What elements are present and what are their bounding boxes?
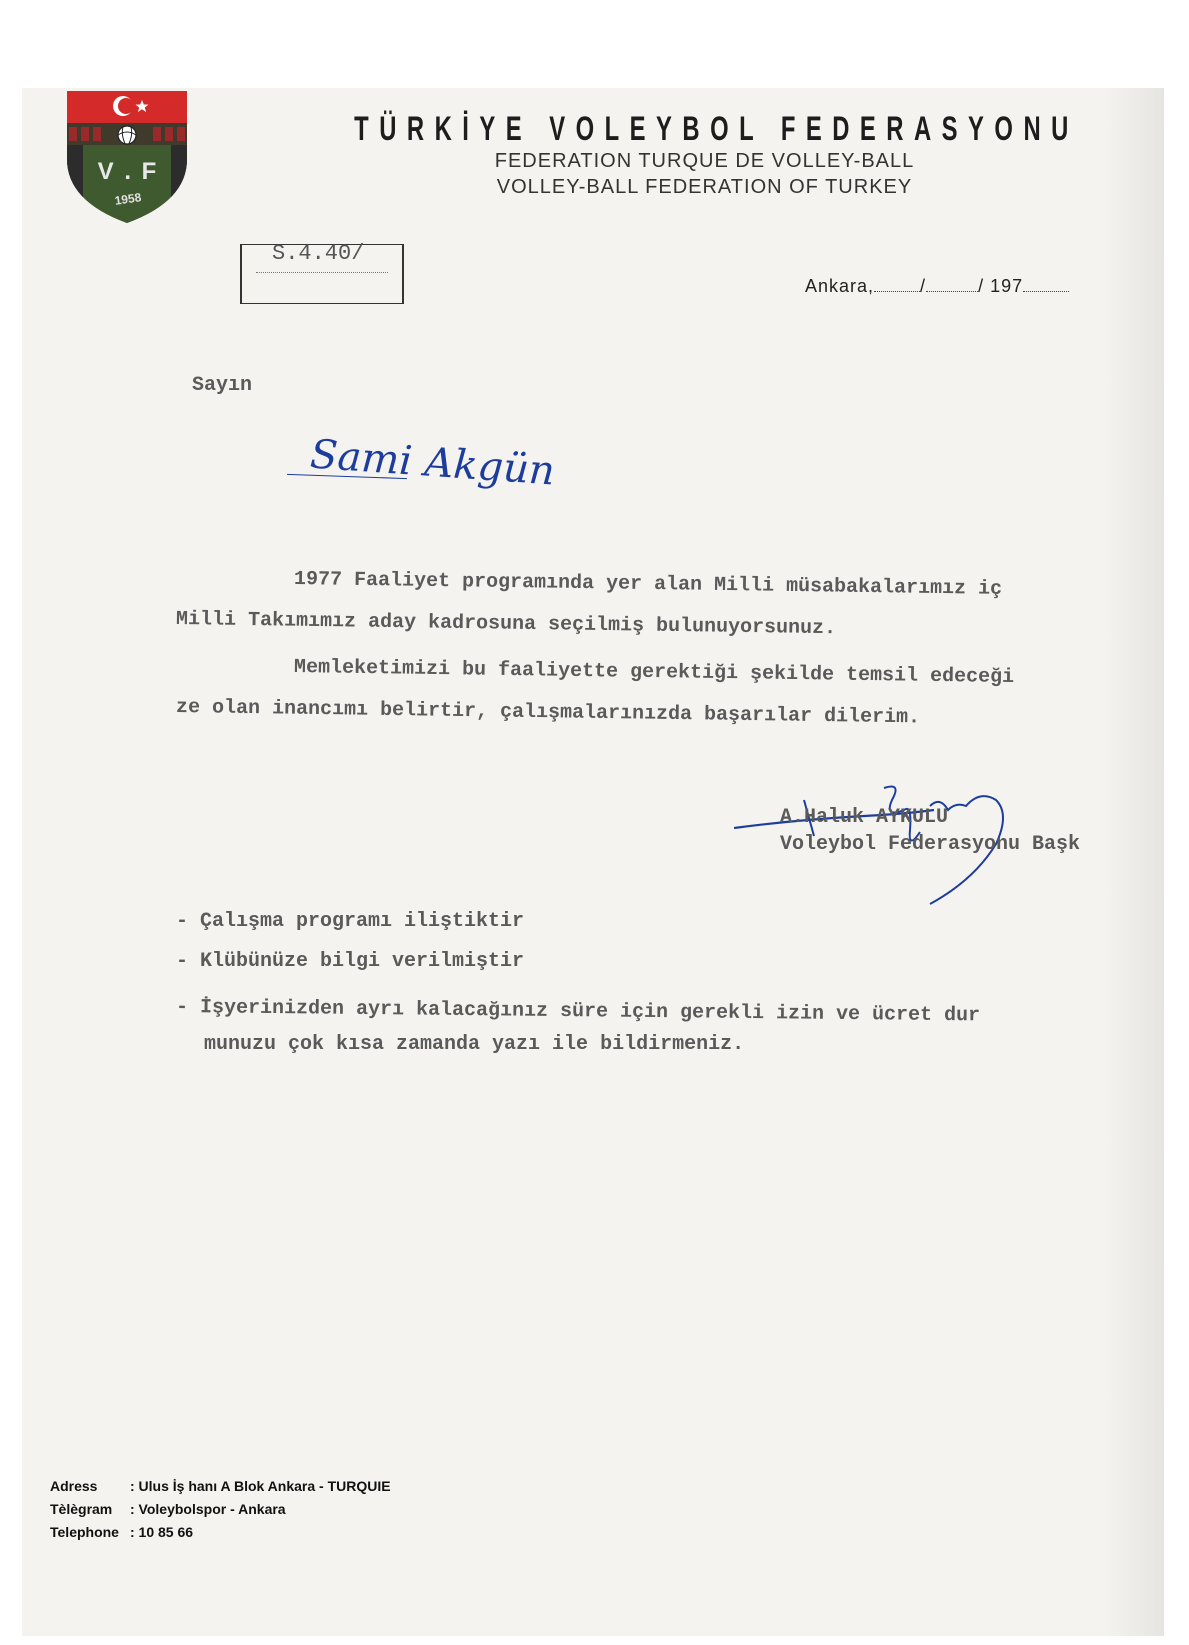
federation-title: TÜRKİYE VOLEYBOL FEDERASYONU (354, 110, 1079, 148)
note-item: - Klübünüze bilgi verilmiştir (176, 950, 525, 973)
crest-year: 1958 (113, 190, 143, 208)
body-line-1: 1977 Faaliyet programında yer alan Milli müsabakalarımız iç (293, 568, 1003, 601)
footer-telegram-label: Tèlègram (50, 1501, 113, 1517)
footer-address-value: : Ulus İş hanı A Blok Ankara - TURQUIE (130, 1478, 391, 1494)
federation-subtitle-fr: FEDERATION TURQUE DE VOLLEY-BALL (494, 150, 915, 172)
signatory-name: A.Haluk AYKULU (780, 806, 949, 829)
date-place: Ankara, (805, 276, 875, 296)
footer-telephone-value: : 10 85 66 (130, 1524, 194, 1540)
signatory-title: Voleybol Federasyonu Başk (780, 833, 1081, 856)
letter-page (22, 88, 1164, 1636)
federation-subtitle-en: VOLLEY-BALL FEDERATION OF TURKEY (496, 176, 913, 198)
salutation: Sayın (192, 374, 253, 397)
reference-dotted-line (256, 272, 388, 273)
body-line-4: ze olan inancımı belirtir, çalışmalarınızda başarılar dilerim. (175, 696, 921, 730)
footer-address (50, 1478, 391, 1494)
footer-telephone (50, 1524, 193, 1540)
footer-telegram-value: : Voleybolspor - Ankara (130, 1501, 286, 1517)
body-line-2: Milli Takımımız aday kadrosuna seçilmiş bulunuyorsunuz. (175, 608, 837, 641)
note-item: - Çalışma programı iliştiktir (176, 910, 525, 933)
note-item: - İşyerinizden ayrı kalacağınız süre için gerekli izin ve ücret dur (175, 996, 981, 1028)
body-line-3: Memleketimizi bu faaliyette gerektiği şekilde temsil edeceği (293, 656, 1015, 690)
footer-address-label: Adress (50, 1478, 98, 1494)
footer-telephone-label: Telephone (50, 1524, 119, 1540)
recipient-handwritten: Sami Akgün (308, 431, 557, 495)
reference-box (240, 241, 404, 304)
footer-telegram (50, 1501, 286, 1517)
reference-number: S.4.40/ (272, 241, 365, 266)
date-year-prefix: 197 (990, 276, 1024, 296)
note-item-continued: munuzu çok kısa zamanda yazı ile bildirmeniz. (204, 1033, 745, 1056)
crest-letters: V . F (97, 158, 159, 185)
date-line: Ankara, / / 197 (805, 276, 1069, 297)
